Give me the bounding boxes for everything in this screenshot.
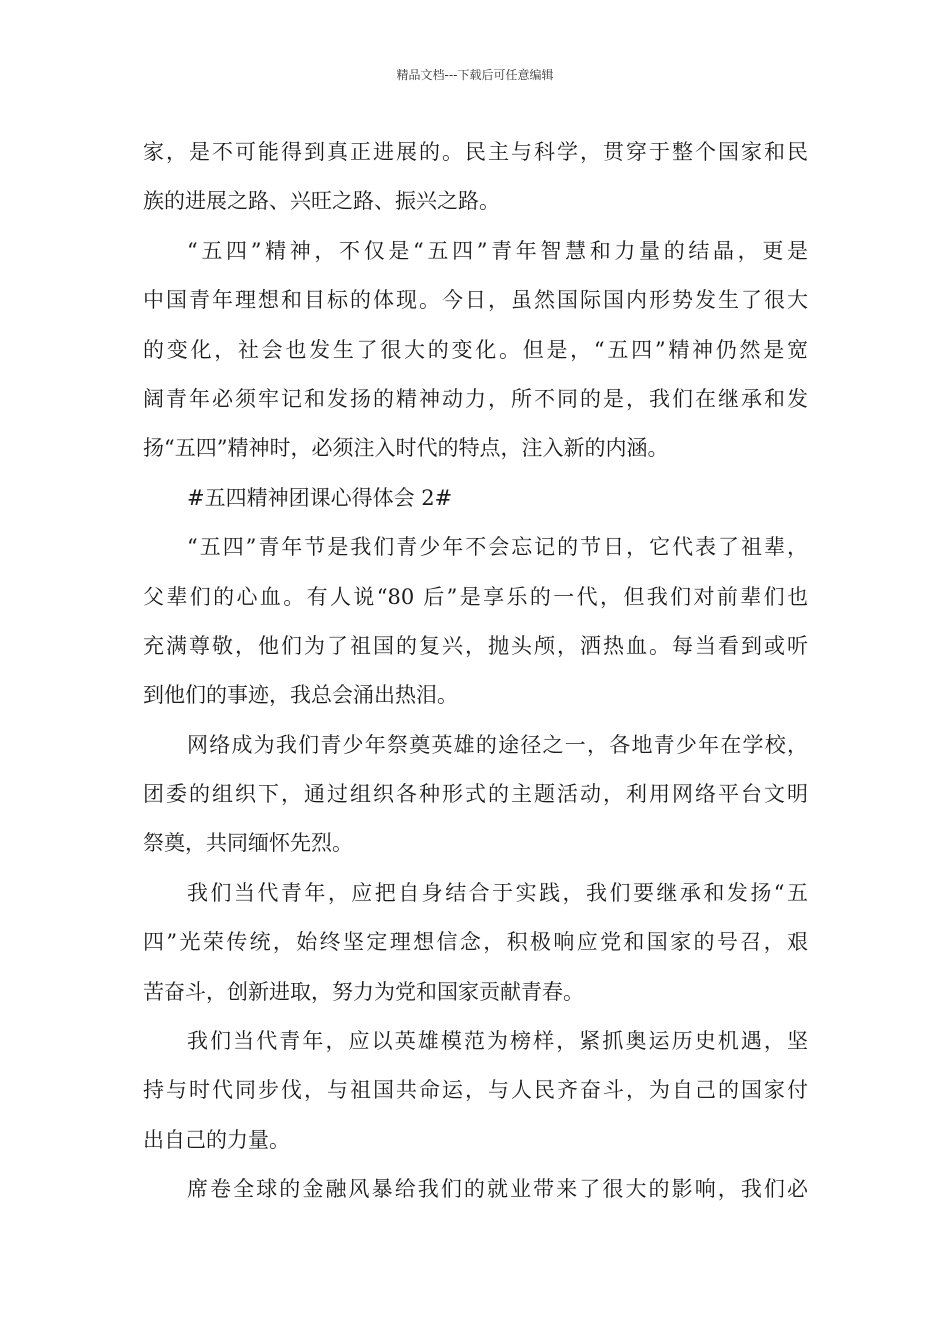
text-line: 家，是不可能得到真正进展的。民主与科学，贯穿于整个国家和民 (143, 140, 808, 164)
text-line: 父辈们的心血。有人说“80 后”是享乐的一代，但我们对前辈们也 (143, 584, 808, 609)
text-line: 充满尊敬，他们为了祖国的复兴，抛头颅，洒热血。每当看到或听 (143, 633, 808, 658)
text-line: 族的进展之路、兴旺之路、振兴之路。 (143, 189, 500, 214)
section-heading: #五四精神团课心得体会 2# (187, 485, 453, 510)
text-line: 我们当代青年，应把自身结合于实践，我们要继承和发扬“五 (187, 880, 808, 905)
text-line: 席卷全球的金融风暴给我们的就业带来了很大的影响，我们必 (187, 1177, 808, 1202)
text-line: “五四”青年节是我们青少年不会忘记的节日，它代表了祖辈， (187, 535, 808, 560)
text-line: 出自己的力量。 (143, 1127, 290, 1152)
text-line: “五四”精神，不仅是“五四”青年智慧和力量的结晶，更是 (187, 238, 808, 263)
text-line: 阔青年必须牢记和发扬的精神动力，所不同的是，我们在继承和发 (143, 386, 808, 411)
page-header: 精品文档---下载后可任意编辑 (396, 68, 554, 82)
text-line: 的变化，社会也发生了很大的变化。但是，“五四”精神仍然是宽 (143, 337, 808, 362)
text-line: 我们当代青年，应以英雄模范为榜样，紧抓奥运历史机遇，坚 (187, 1029, 808, 1054)
text-line: 祭奠，共同缅怀先烈。 (143, 831, 353, 856)
text-line: 扬“五四”精神时，必须注入时代的特点，注入新的内涵。 (143, 436, 669, 461)
text-line: 四”光荣传统，始终坚定理想信念，积极响应党和国家的号召，艰 (143, 930, 808, 955)
document-body (143, 128, 808, 1215)
text-line: 苦奋斗，创新进取，努力为党和国家贡献青春。 (143, 979, 584, 1004)
text-line: 团委的组织下，通过组织各种形式的主题活动，利用网络平台文明 (143, 782, 808, 807)
text-line: 到他们的事迹，我总会涌出热泪。 (143, 683, 458, 708)
text-line: 中国青年理想和目标的体现。今日，虽然国际国内形势发生了很大 (143, 288, 808, 313)
text-line: 网络成为我们青少年祭奠英雄的途径之一，各地青少年在学校， (187, 732, 808, 757)
text-line: 持与时代同步伐，与祖国共命运，与人民齐奋斗，为自己的国家付 (143, 1078, 808, 1103)
